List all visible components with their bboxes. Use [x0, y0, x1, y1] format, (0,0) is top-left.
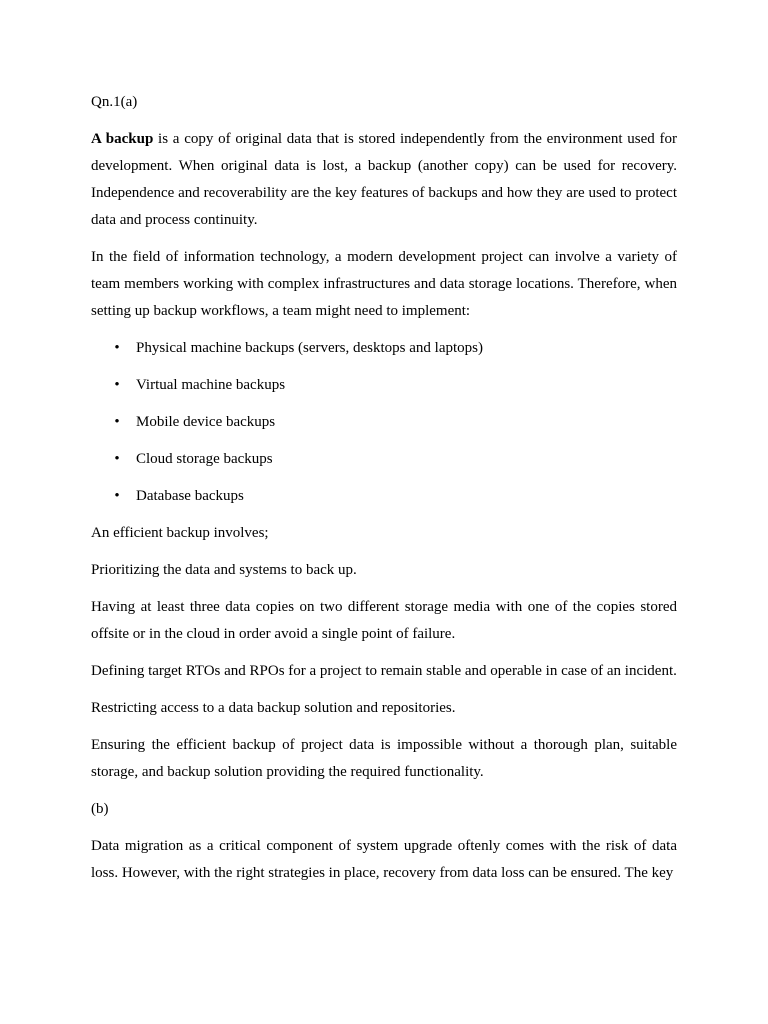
bullet-icon: •	[114, 377, 120, 393]
list-item	[91, 409, 677, 436]
paragraph-prioritizing: Prioritizing the data and systems to back up.	[91, 562, 357, 578]
paragraph-three-copies: Having at least three data copies on two different storage media with one of the copies stored offsite or in the cloud in order avoid a single point of failure.	[91, 599, 677, 642]
paragraph-efficient-backup: An efficient backup involves;	[91, 525, 269, 541]
bold-term: A backup	[91, 131, 154, 147]
list-item-text: Mobile device backups	[136, 414, 276, 430]
paragraph-it-field: In the field of information technology, a modern development project can involve a variety of team members working with complex infrastructures and data storage locations. Therefore, when setting up backup workflows, a team might need to implement:	[91, 249, 677, 319]
paragraph-restricting-access: Restricting access to a data backup solution and repositories.	[91, 700, 456, 716]
question-subheading: (b)	[91, 801, 109, 817]
list-item-text: Cloud storage backups	[136, 451, 273, 467]
paragraph-backup-definition	[91, 126, 677, 234]
list-item	[91, 335, 677, 362]
list-item-text: Physical machine backups (servers, desktops and laptops)	[136, 340, 483, 356]
question-heading: Qn.1(a)	[91, 94, 138, 110]
bullet-icon: •	[114, 340, 120, 356]
backup-types-list	[91, 335, 677, 510]
list-item	[91, 372, 677, 399]
list-item	[91, 446, 677, 473]
list-item-text: Database backups	[136, 488, 244, 504]
list-item-text: Virtual machine backups	[136, 377, 286, 393]
bullet-icon: •	[114, 488, 120, 504]
list-item	[91, 483, 677, 510]
paragraph-rto-rpo: Defining target RTOs and RPOs for a project to remain stable and operable in case of an incident.	[91, 663, 677, 679]
paragraph-data-migration: Data migration as a critical component of system upgrade oftenly comes with the risk of data loss. However, with the right strategies in place, recovery from data loss can be ensured. The key	[91, 838, 677, 881]
bullet-icon: •	[114, 414, 120, 430]
document-page	[91, 89, 677, 897]
paragraph-text: is a copy of original data that is stored independently from the environment used for development. When original data is lost, a backup (another copy) can be used for recovery. Independence and recoverability are the key features of backups and how they are used to protect data and process continuity.	[91, 131, 677, 228]
paragraph-ensuring-backup: Ensuring the efficient backup of project data is impossible without a thorough plan, suitable storage, and backup solution providing the required functionality.	[91, 737, 677, 780]
bullet-icon: •	[114, 451, 120, 467]
